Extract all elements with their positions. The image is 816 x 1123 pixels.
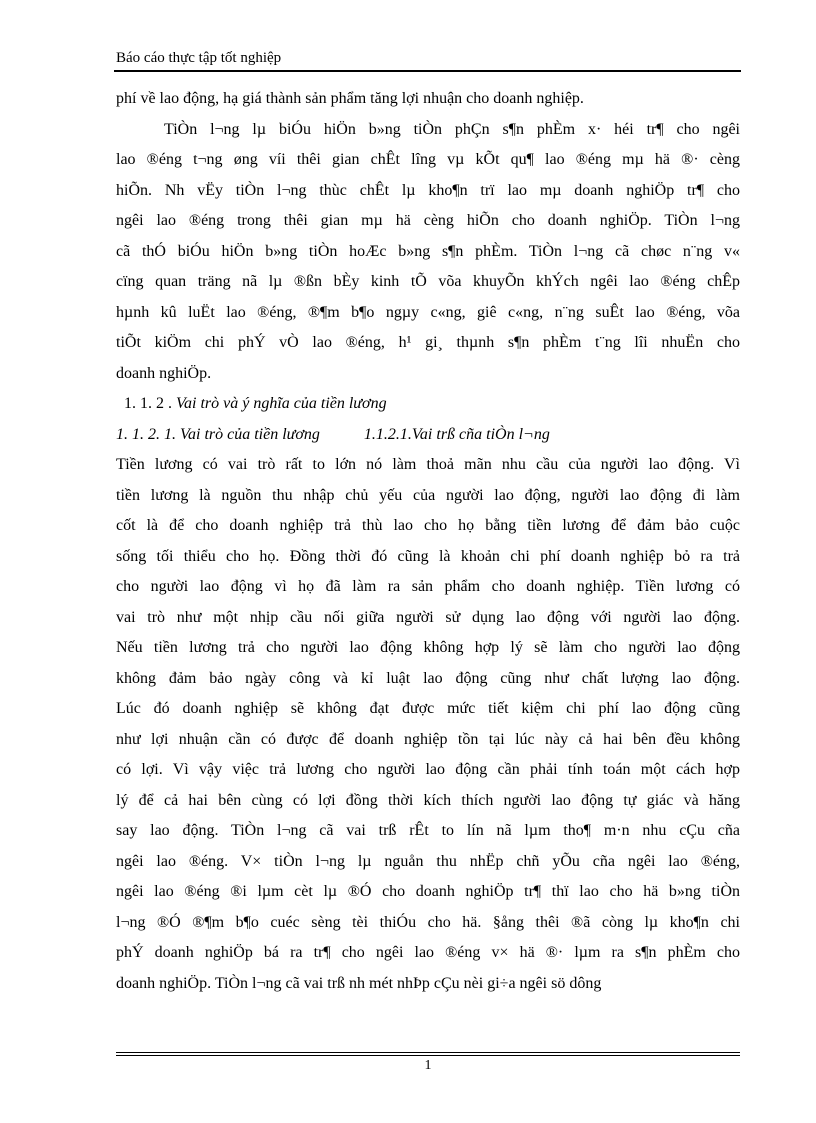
text-line: Nếu tiền lương trả cho người lao động không hợp lý sẽ làm cho người lao động bbox=[116, 639, 740, 656]
text-line: ngêi lao ®éng trong thêi gian mµ hä cèng hiÕn cho doanh nghiÖp. TiÒn l¬ng bbox=[116, 212, 740, 229]
section-title: Vai trò và ý nghĩa của tiền lương bbox=[176, 395, 387, 412]
subsection-title-alt: 1.1.2.1.Vai trß cña tiÒn l¬ng bbox=[363, 425, 550, 443]
subsection-title: 1. 1. 2. 1. Vai trò của tiền lương bbox=[116, 425, 320, 443]
text-line: có lợi. Vì vậy việc trả lương cho người lao động cần phải tính toán một cách hợp bbox=[116, 761, 740, 778]
text-line: say lao động. TiÒn l¬ng cã vai trß rÊt to lín nã lµm tho¶ m·n nhu cÇu cña bbox=[116, 822, 740, 839]
text-line: cã thÓ biÓu hiÖn b»ng tiÒn hoÆc b»ng s¶n phÈm. TiÒn l¬ng cã chøc n¨ng v« bbox=[116, 242, 740, 260]
text-line: sống tối thiểu cho họ. Đồng thời đó cũng là khoản chi phí doanh nghiệp bỏ ra trả bbox=[116, 547, 740, 565]
text-line: phÝ doanh nghiÖp bá ra tr¶ cho ngêi lao ®éng v× hä ®· lµm ra s¶n phÈm cho bbox=[116, 944, 740, 961]
footer-rule bbox=[116, 1052, 740, 1053]
text-line: tiền lương là nguồn thu nhập chủ yếu của người lao động, người lao động đi làm bbox=[116, 486, 740, 504]
text-line: hiÕn. Nh vËy tiÒn l¬ng thùc chÊt lµ kho¶n trï lao mµ doanh nghiÖp tr¶ cho bbox=[116, 181, 740, 199]
text-line: lao ®éng t¬ng øng víi thêi gian chÊt lîng vµ kÕt qu¶ lao ®éng mµ hä ®· cèng bbox=[116, 151, 740, 168]
section-number: 1. 1. 2 . bbox=[124, 395, 172, 412]
text-line: như lợi nhuận cần có được để doanh nghiệp tồn tại lúc này cả hai bên đều không bbox=[116, 730, 740, 748]
text-line: phí về lao động, hạ giá thành sản phẩm tăng lợi nhuận cho doanh nghiệp. bbox=[116, 90, 584, 107]
footer-rule bbox=[116, 1055, 740, 1056]
text-line: Tiền lương có vai trò rất to lớn nó làm thoả mãn nhu cầu của người lao động. Vì bbox=[116, 456, 740, 473]
text-line: cho người lao động vì họ đã làm ra sản phẩm cho doanh nghiệp. Tiền lương có bbox=[116, 578, 740, 595]
subsection-heading bbox=[116, 420, 740, 451]
text-line: Lúc đó doanh nghiệp sẽ không đạt được mức tiết kiệm chi phí lao động cũng bbox=[116, 700, 740, 717]
text-line: l¬ng ®Ó ®¶m b¶o cuéc sèng tèi thiÓu cho hä. §ång thêi ®ã còng lµ kho¶n chi bbox=[116, 913, 740, 931]
text-line: không đảm bảo ngày công và kỉ luật lao động cũng như chất lượng lao động. bbox=[116, 669, 740, 687]
text-line: doanh nghiÖp. bbox=[116, 364, 212, 382]
section-heading bbox=[116, 389, 740, 420]
text-line: TiÒn l¬ng lµ biÓu hiÖn b»ng tiÒn phÇn s¶n phÈm x· héi tr¶ cho ngêi bbox=[164, 120, 740, 138]
text-line: hµnh kû luËt lao ®éng, ®¶m b¶o ngµy c«ng, giê c«ng, n¨ng suÊt lao ®éng, võa bbox=[116, 303, 740, 321]
text-line: lý để cả hai bên cùng có lợi đồng thời kích thích người lao động tự giác và hăng bbox=[116, 791, 740, 809]
header-rule bbox=[114, 70, 741, 72]
page-number: 1 bbox=[424, 1058, 432, 1073]
page-header-title: Báo cáo thực tập tốt nghiệp bbox=[116, 50, 282, 66]
text-line: doanh nghiÖp. TiÒn l¬ng cã vai trß nh mét nhÞp cÇu nèi gi÷a ngêi sö dông bbox=[116, 974, 602, 992]
text-line: cốt là để cho doanh nghiệp trả thù lao cho họ bằng tiền lương để đảm bảo cuộc bbox=[116, 517, 740, 534]
text-line: ngêi lao ®éng ®i lµm cèt lµ ®Ó cho doanh nghiÖp tr¶ thï lao cho hä b»ng tiÒn bbox=[116, 883, 740, 900]
text-line: vai trò như một nhịp cầu nối giữa người sử dụng lao động với người lao động. bbox=[116, 608, 740, 626]
text-line: tiÕt kiÖm chi phÝ vÒ lao ®éng, h¹ gi¸ thµnh s¶n phÈm t¨ng lîi nhuËn cho bbox=[116, 334, 740, 351]
text-line: ngêi lao ®éng. V× tiÒn l¬ng lµ nguån thu nhËp chñ yÕu cña ngêi lao ®éng, bbox=[116, 852, 740, 870]
text-line: cïng quan träng nã lµ ®ßn bÈy kinh tÕ võa khuyÕn khÝch ngêi lao ®éng chÊp bbox=[116, 273, 740, 290]
page-content bbox=[116, 84, 740, 999]
